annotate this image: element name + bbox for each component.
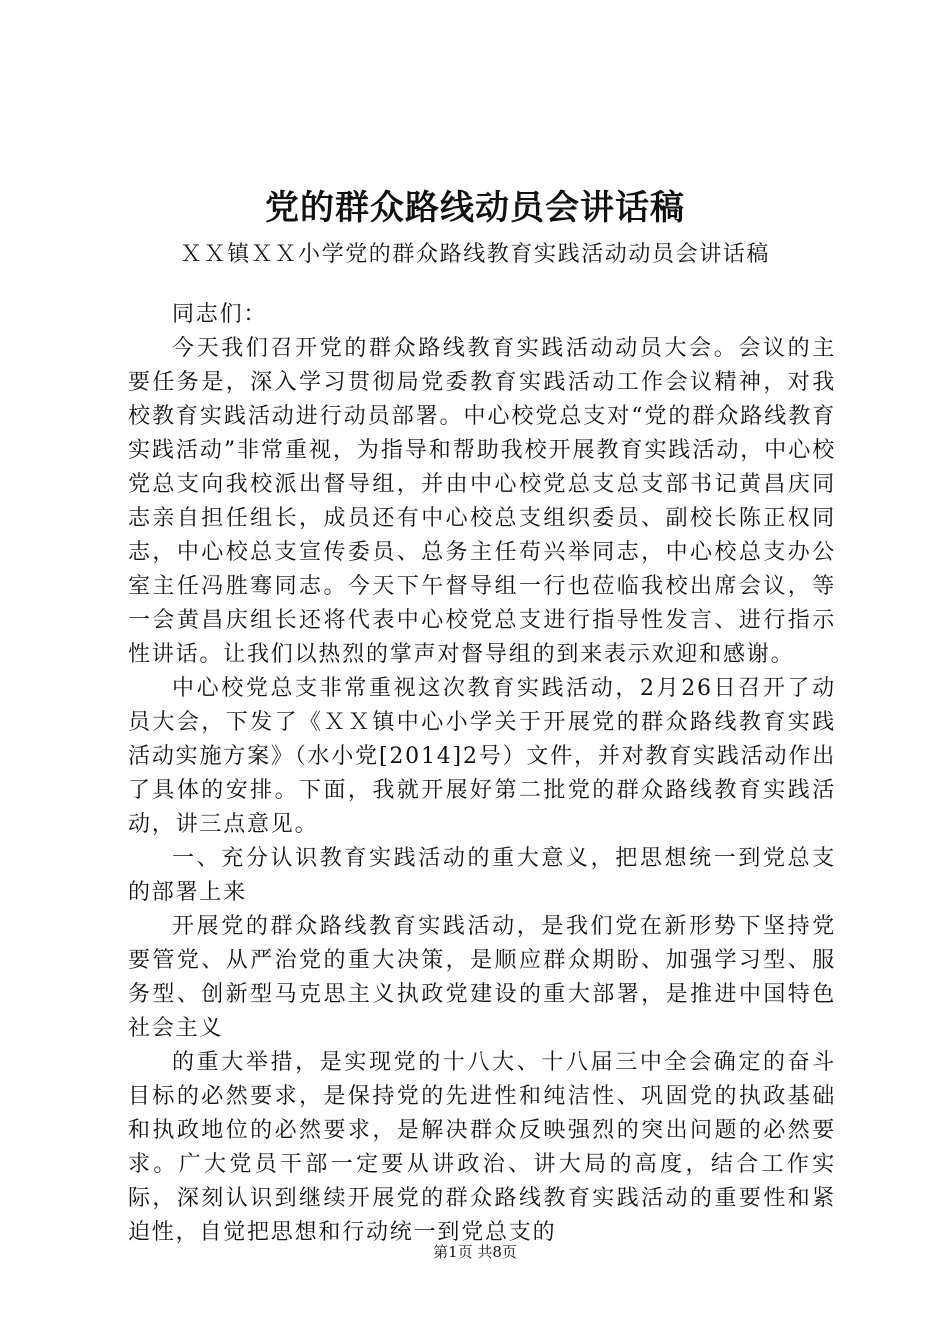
section-heading: 一、充分认识教育实践活动的重大意义，把思想统一到党总支的部署上来 — [128, 846, 836, 905]
paragraph: 开展党的群众路线教育实践活动，是我们党在新形势下坚持党要管党、从严治党的重大决策，是顺应群众期盼、加强学习型、服务型、创新型马克思主义执政党建设的重大部署，是推进中国特色社会主义 — [128, 914, 836, 1041]
paragraph: 中心校党总支非常重视这次教育实践活动，2月26日召开了动员大会，下发了《ＸＸ镇中心小学关于开展党的群众路线教育实践活动实施方案》（水小党[2014]2号）文件，并对教育实践活动作出了具体的安排。下面，我就开展好第二批党的群众路线教育实践活动，讲三点意见。 — [128, 676, 836, 837]
paragraph: 的重大举措，是实现党的十八大、十八届三中全会确定的奋斗目标的必然要求，是保持党的先进性和纯洁性、巩固党的执政基础和执政地位的必然要求，是解决群众反映强烈的突出问题的必然要求。广大党员干部一定要从讲政治、讲大局的高度，结合工作实际，深刻认识到继续开展党的群众路线教育实践活动的重要性和紧迫性，自觉把思想和行动统一到党总支的 — [128, 1050, 836, 1245]
salutation: 同志们： — [172, 302, 268, 327]
document-title: 党的群众路线动员会讲话稿 — [265, 188, 685, 228]
page-footer: 第1页 共8页 — [433, 1243, 517, 1261]
paragraph: 今天我们召开党的群众路线教育实践活动动员大会。会议的主要任务是，深入学习贯彻局党委教育实践活动工作会议精神，对我校教育实践活动进行动员部署。中心校党总支对“党的群众路线教育实践活动”非常重视，为指导和帮助我校开展教育实践活动，中心校党总支向我校派出督导组，并由中心校党总支总支部书记黄昌庆同志亲自担任组长，成员还有中心校总支组织委员、副校长陈正权同志，中心校总支宣传委员、总务主任苟兴举同志，中心校总支办公室主任冯胜骞同志。今天下午督导组一行也莅临我校出席会议，等一会黄昌庆组长还将代表中心校党总支进行指导性发言、进行指示性讲话。让我们以热烈的掌声对督导组的到来表示欢迎和感谢。 — [128, 336, 836, 667]
document-subtitle: ＸＸ镇ＸＸ小学党的群众路线教育实践活动动员会讲话稿 — [180, 242, 771, 267]
document-body — [128, 298, 836, 1250]
